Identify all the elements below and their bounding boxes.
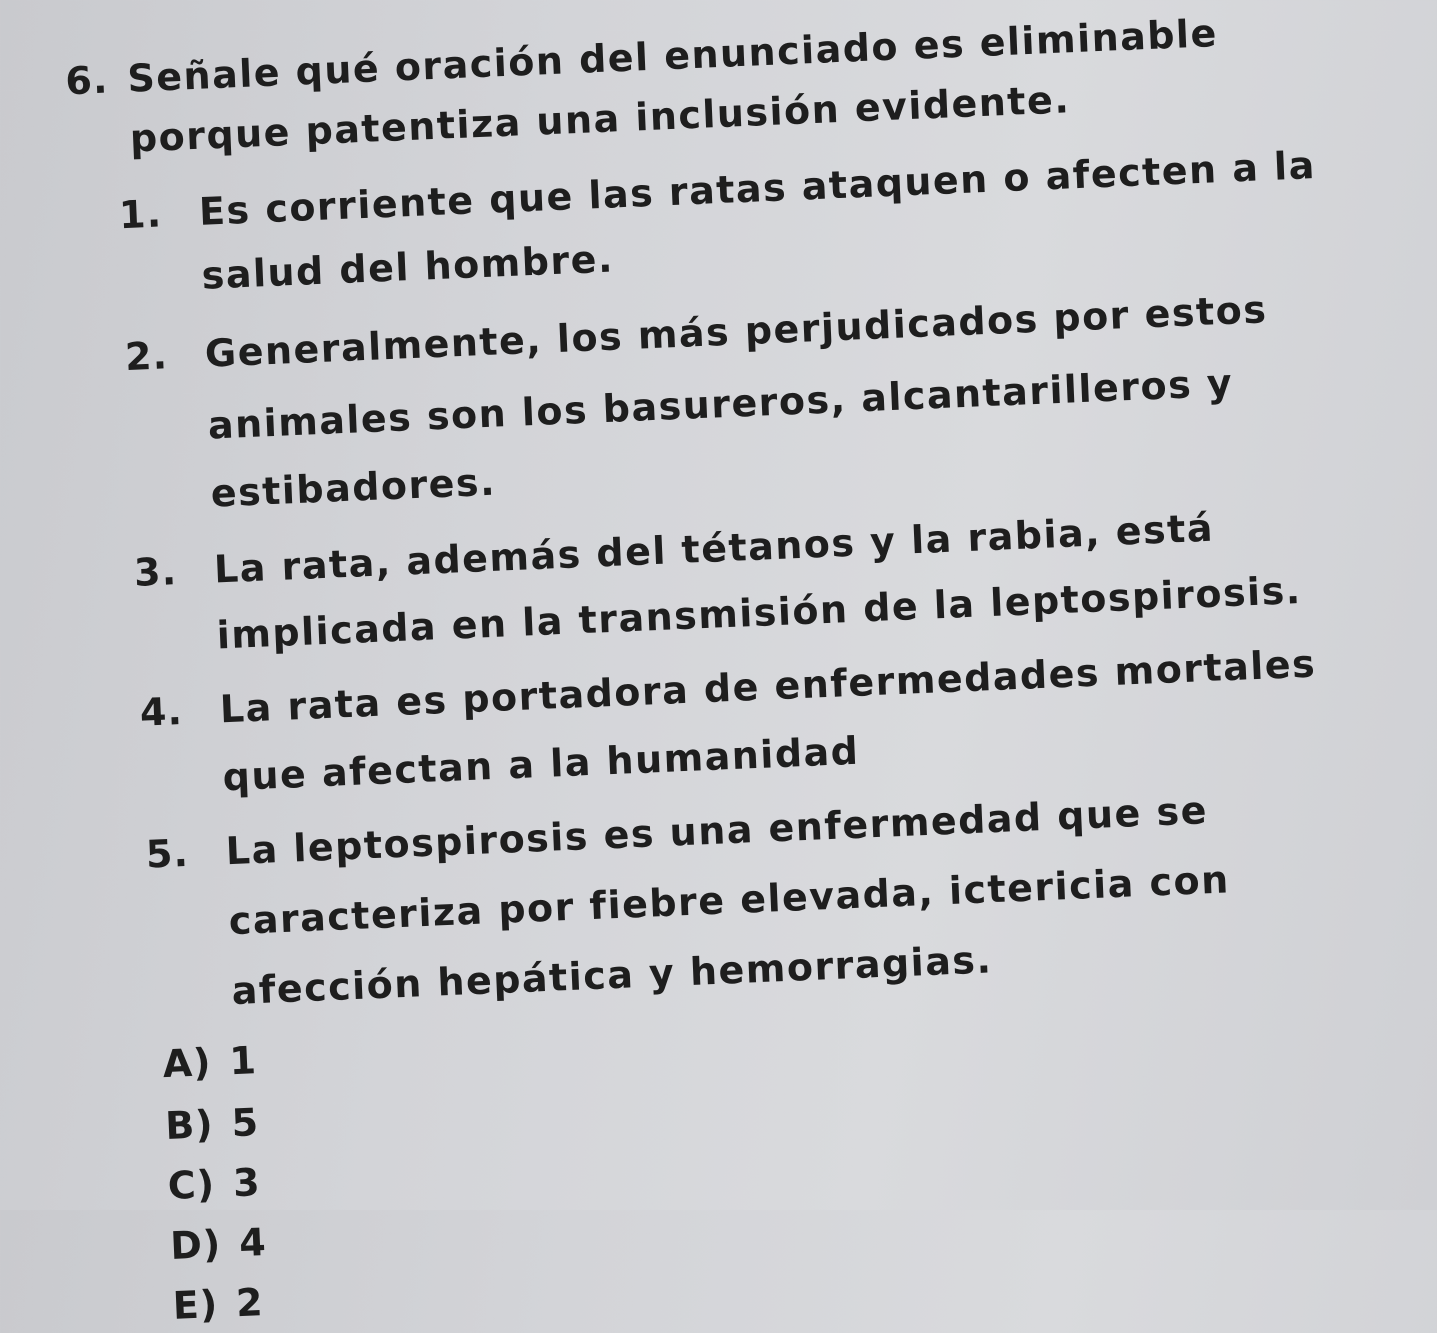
item-4-line-2: que afectan a la humanidad: [221, 728, 861, 800]
option-c-value: 3: [232, 1160, 262, 1206]
option-e-value: 2: [235, 1280, 265, 1326]
option-c: [167, 1160, 261, 1208]
item-2-line-1: Generalmente, los más perjudicados por estos: [204, 287, 1269, 376]
question-stem-line-2: porque patentiza una inclusión evidente.: [129, 77, 1072, 161]
question-number: 6.: [64, 57, 110, 104]
item-2-line-2: animales son los basureros, alcantarilleros y: [207, 360, 1235, 448]
option-b-value: 5: [230, 1100, 260, 1146]
item-2-number: 2.: [124, 333, 169, 380]
option-d-letter: D): [169, 1221, 223, 1268]
item-5-line-1: La leptospirosis es una enfermedad que se: [224, 788, 1209, 874]
option-a-value: 1: [228, 1038, 258, 1084]
option-e: [172, 1280, 265, 1328]
option-b: [164, 1100, 260, 1148]
item-5-number: 5.: [144, 830, 190, 877]
question-stem-line-1: Señale qué oración del enunciado es eliminable: [126, 11, 1219, 101]
item-2-line-3: estibadores.: [209, 459, 497, 516]
item-1-number: 1.: [118, 191, 163, 238]
item-4-line-1: La rata es portadora de enfermedades mortales: [218, 641, 1318, 732]
item-1-line-1: Es corriente que las ratas ataquen o afecten a la: [198, 143, 1317, 234]
item-3-line-2: implicada en la transmisión de la leptospirosis.: [215, 568, 1303, 658]
option-a: [162, 1038, 258, 1086]
item-1-line-2: salud del hombre.: [200, 236, 615, 298]
option-e-letter: E): [171, 1282, 220, 1328]
item-3-line-1: La rata, además del tétanos y la rabia, está: [213, 505, 1215, 592]
option-d-value: 4: [238, 1219, 268, 1266]
item-5-line-3: afección hepática y hemorragias.: [230, 937, 994, 1014]
item-4-number: 4.: [139, 688, 184, 735]
item-5-line-2: caracteriza por fiebre elevada, ictericia con: [227, 857, 1231, 944]
option-d: [169, 1220, 267, 1268]
option-c-letter: C): [166, 1162, 216, 1208]
option-a-letter: A): [161, 1040, 213, 1087]
item-3-number: 3.: [133, 549, 178, 595]
option-b-letter: B): [164, 1102, 215, 1149]
